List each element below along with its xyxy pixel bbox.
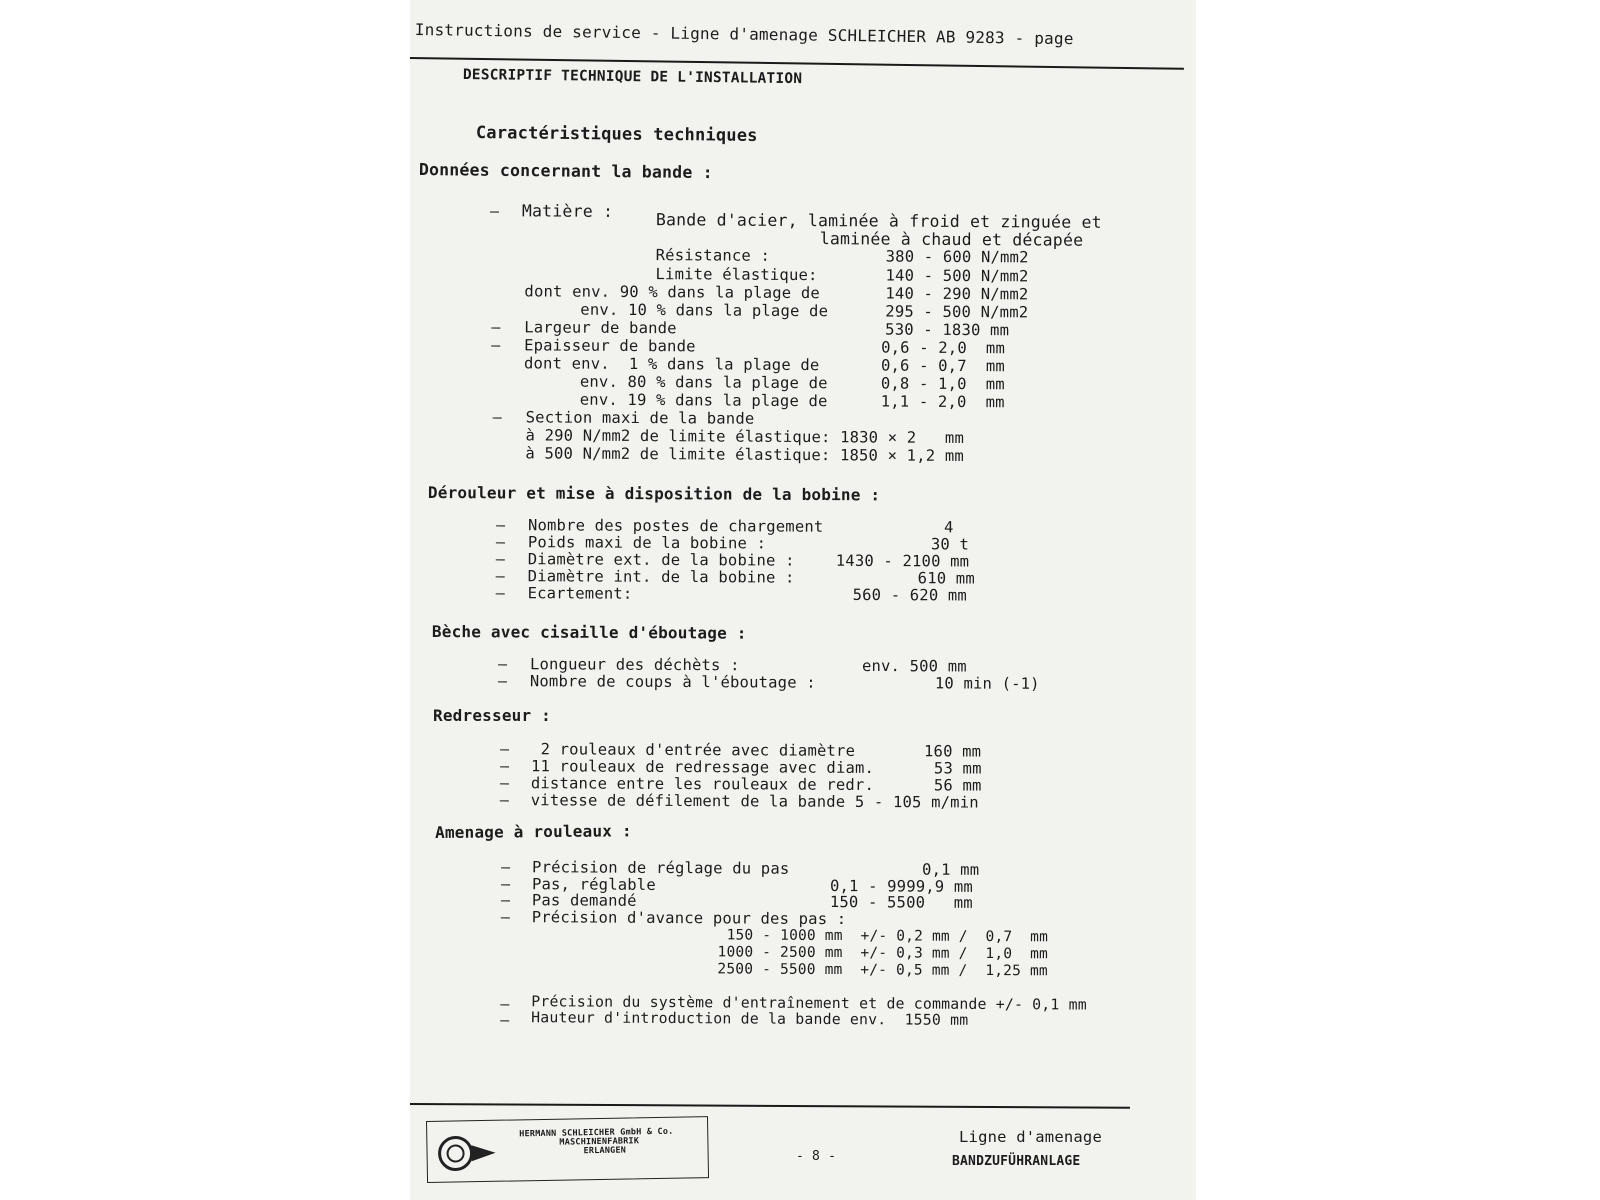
- company-logo-box: [426, 1116, 709, 1183]
- derouleur-item-value: 610 mm: [917, 569, 975, 588]
- resistance-value: 380 - 600 N/mm2: [885, 247, 1029, 267]
- beche-item-value: env. 500 mm: [861, 656, 967, 676]
- bullet-dash: –: [489, 202, 500, 221]
- dont1-value: 0,6 - 0,7 mm: [880, 356, 1005, 376]
- derouleur-item-label: Ecartement:: [527, 584, 633, 603]
- bullet-dash: –: [495, 567, 505, 586]
- epaisseur-label: Epaisseur de bande: [524, 336, 696, 356]
- redresseur-item-value: 53 mm: [933, 759, 982, 778]
- footer-title-de: BANDZUFÜHRANLAGE: [952, 1154, 1081, 1169]
- company-logo-icon: [435, 1131, 502, 1176]
- derouleur-item-label: Diamètre ext. de la bobine :: [527, 550, 795, 570]
- amenage-item-label: Pas, réglable: [531, 875, 656, 894]
- beche-item-value: 10 min (-1): [934, 674, 1040, 693]
- bullet-dash: –: [500, 908, 510, 927]
- section-heading-bande: Données concernant la bande :: [418, 160, 713, 183]
- limite-value: 140 - 500 N/mm2: [885, 266, 1029, 286]
- amenage-item-value: 150 - 5500 mm: [829, 893, 973, 912]
- bullet-dash: –: [500, 995, 510, 1014]
- bullet-dash: –: [492, 408, 502, 427]
- precision-row: 2500 - 5500 mm +/- 0,5 mm / 1,25 mm: [717, 961, 1048, 980]
- env10-value: 295 - 500 N/mm2: [885, 302, 1029, 322]
- section-290: à 290 N/mm2 de limite élastique: 1830 × 2 mm: [525, 426, 965, 448]
- footer-rule: [410, 1103, 1130, 1109]
- bullet-dash: –: [501, 858, 511, 877]
- company-name: HERMANN SCHLEICHER GmbH & Co.: [519, 1126, 674, 1140]
- epaisseur-value: 0,6 - 2,0 mm: [881, 338, 1006, 358]
- redresseur-item-label: 2 rouleaux d'entrée avec diamètre: [531, 740, 856, 760]
- page-heading: Caractéristiques techniques: [475, 123, 758, 146]
- derouleur-item-value: 560 - 620 mm: [852, 585, 968, 605]
- section-heading-amenage: Amenage à rouleaux :: [434, 821, 632, 842]
- matiere-line2: laminée à chaud et décapée: [819, 229, 1084, 250]
- bullet-dash: –: [495, 533, 505, 552]
- precision-row: 1000 - 2500 mm +/- 0,3 mm / 1,0 mm: [717, 944, 1049, 963]
- matiere-label: Matière :: [521, 201, 614, 221]
- section-maxi-label: Section maxi de la bande: [525, 408, 755, 428]
- redresseur-item-value: 160 mm: [924, 742, 982, 761]
- largeur-label: Largeur de bande: [524, 318, 677, 338]
- bullet-dash: –: [497, 655, 508, 674]
- derouleur-item-label: Nombre des postes de chargement: [527, 516, 824, 536]
- page-number: - 8 -: [796, 1149, 837, 1164]
- amenage-block: [410, 0, 1196, 1064]
- amenage-item-label: Précision de réglage du pas: [532, 858, 790, 878]
- section-title: DESCRIPTIF TECHNIQUE DE L'INSTALLATION: [462, 66, 803, 88]
- redresseur-item-label: vitesse de défilement de la bande 5 - 105 m/min: [530, 791, 979, 812]
- section-heading-derouleur: Dérouleur et mise à disposition de la bobine :: [427, 483, 881, 505]
- beche-item-label: Longueur des déchèts :: [529, 655, 740, 675]
- footer-title-fr: Ligne d'amenage: [959, 1128, 1102, 1146]
- dont90-value: 140 - 290 N/mm2: [885, 284, 1029, 304]
- company-subtitle: MASCHINENFABRIK: [559, 1136, 640, 1148]
- redresseur-item-value: 56 mm: [933, 776, 982, 795]
- derouleur-item-value: 4: [943, 518, 954, 537]
- amenage-item-label: Précision d'avance pour des pas :: [531, 908, 847, 929]
- bullet-dash: –: [500, 1011, 510, 1030]
- redresseur-item-label: distance entre les rouleaux de redr.: [530, 774, 875, 795]
- amenage-item-value: 0,1 - 9999,9 mm: [829, 877, 974, 896]
- precision-row: 150 - 1000 mm +/- 0,2 mm / 0,7 mm: [717, 927, 1049, 946]
- bullet-dash: –: [499, 791, 509, 810]
- bullet-dash: –: [499, 757, 510, 776]
- bullet-dash: –: [500, 740, 510, 759]
- bullet-dash: –: [499, 774, 509, 793]
- bullet-dash: –: [497, 672, 507, 691]
- document-page: [410, 0, 1196, 1200]
- bullet-dash: –: [500, 875, 511, 894]
- env19-label: env. 19 % dans la plage de: [579, 390, 828, 411]
- resistance-label: Résistance :: [655, 246, 771, 265]
- dont90-label: dont env. 90 % dans la plage de: [524, 282, 820, 303]
- bullet-dash: –: [491, 336, 501, 355]
- env19-value: 1,1 - 2,0 mm: [880, 392, 1005, 412]
- company-city: ERLANGEN: [583, 1145, 627, 1157]
- bullet-dash: –: [495, 516, 506, 535]
- section-heading-redresseur: Redresseur :: [433, 706, 551, 725]
- amenage-extra-line: Hauteur d'introduction de la bande env. 1550 mm: [531, 1009, 969, 1029]
- derouleur-item-value: 1430 - 2100 mm: [835, 551, 970, 571]
- env80-value: 0,8 - 1,0 mm: [880, 374, 1005, 394]
- amenage-item-label: Pas demandé: [531, 891, 637, 910]
- dont1-label: dont env. 1 % dans la plage de: [523, 354, 820, 375]
- derouleur-item-label: Poids maxi de la bobine :: [527, 533, 767, 553]
- largeur-value: 530 - 1830 mm: [885, 320, 1010, 340]
- bullet-dash: –: [495, 584, 505, 603]
- document-header-title: Instructions de service - Ligne d'amenage SCHLEICHER AB 9283 - page: [414, 20, 1074, 49]
- section-500: à 500 N/mm2 de limite élastique: 1850 × 1,2 mm: [525, 444, 964, 466]
- bullet-dash: –: [500, 891, 510, 910]
- env80-label: env. 80 % dans la plage de: [579, 372, 828, 393]
- env10-label: env. 10 % dans la plage de: [580, 300, 829, 321]
- derouleur-item-label: Diamètre int. de la bobine :: [527, 567, 795, 587]
- limite-label: Limite élastique:: [655, 265, 818, 285]
- section-heading-beche: Bèche avec cisaille d'éboutage :: [431, 622, 747, 643]
- derouleur-item-value: 30 t: [930, 535, 970, 554]
- redresseur-item-label: 11 rouleaux de redressage avec diam.: [530, 757, 875, 778]
- bullet-dash: –: [495, 550, 505, 569]
- bullet-dash: –: [491, 318, 501, 337]
- beche-item-label: Nombre de coups à l'éboutage :: [529, 672, 816, 692]
- matiere-line1: Bande d'acier, laminée à froid et zinguée et: [655, 210, 1102, 232]
- amenage-extra-line: Précision du système d'entraînement et de commande +/- 0,1 mm: [531, 993, 1087, 1014]
- amenage-item-value: 0,1 mm: [922, 860, 980, 879]
